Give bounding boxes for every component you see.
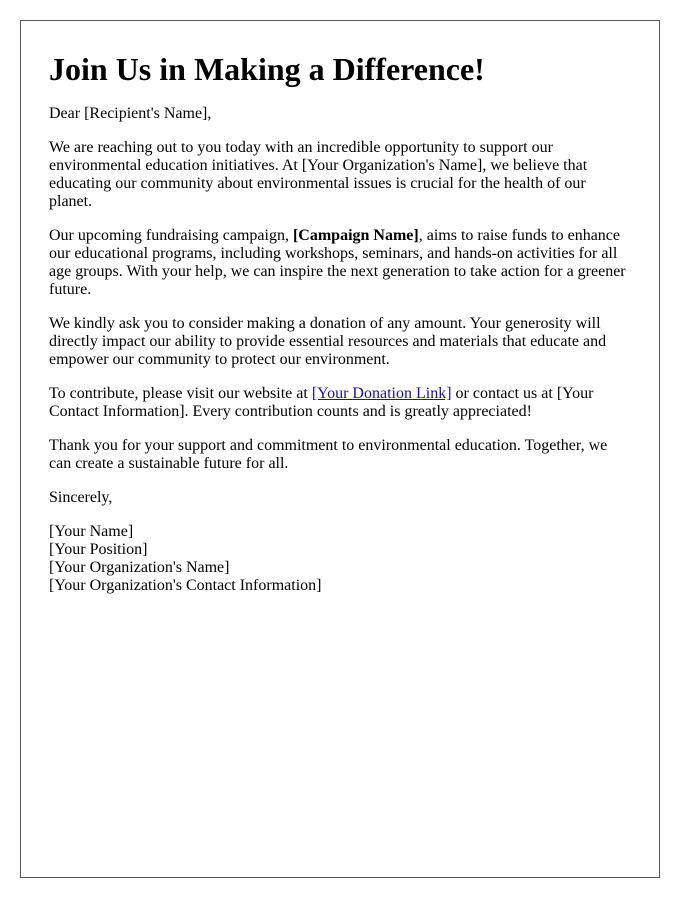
- intro-paragraph: We are reaching out to you today with an incredible opportunity to support our environmental education initiatives. At [Your Organization's Name], we believe that educating our community about environmental issues is crucial for the health of our planet.: [49, 139, 588, 210]
- signature-name: [Your Name]: [49, 523, 134, 540]
- signature-organization: [Your Organization's Name]: [49, 559, 230, 576]
- donation-request-paragraph: We kindly ask you to consider making a donation of any amount. Your generosity will directly impact our ability to provide essential resources and materials that educate and empower our community to protect our environment.: [49, 315, 607, 368]
- campaign-text-before: Our upcoming fundraising campaign,: [49, 227, 293, 244]
- signature-block: [49, 523, 631, 595]
- closing: Sincerely,: [49, 489, 113, 506]
- signature-position: [Your Position]: [49, 541, 148, 558]
- contribute-text-after: or contact us at [Your Contact Information]. Every contribution counts and is greatly appreciated!: [49, 385, 594, 420]
- contribute-paragraph: [49, 385, 631, 421]
- letter-title: Join Us in Making a Difference!: [49, 51, 485, 87]
- thank-you-paragraph: Thank you for your support and commitment to environmental education. Together, we can create a sustainable future for all.: [49, 437, 608, 472]
- campaign-name: [Campaign Name]: [292, 227, 419, 244]
- donation-link[interactable]: [Your Donation Link]: [311, 385, 452, 402]
- campaign-paragraph: [49, 227, 631, 299]
- signature-contact: [Your Organization's Contact Information]: [49, 577, 322, 594]
- salutation: Dear [Recipient's Name],: [49, 105, 212, 122]
- campaign-text-after: , aims to raise funds to enhance our educational programs, including workshops, seminars, and hands-on activities for all age groups. With your help, we can inspire the next generation to take action for a greener future.: [49, 227, 626, 298]
- contribute-text-before: To contribute, please visit our website at: [49, 385, 312, 402]
- letter-card: [20, 20, 660, 878]
